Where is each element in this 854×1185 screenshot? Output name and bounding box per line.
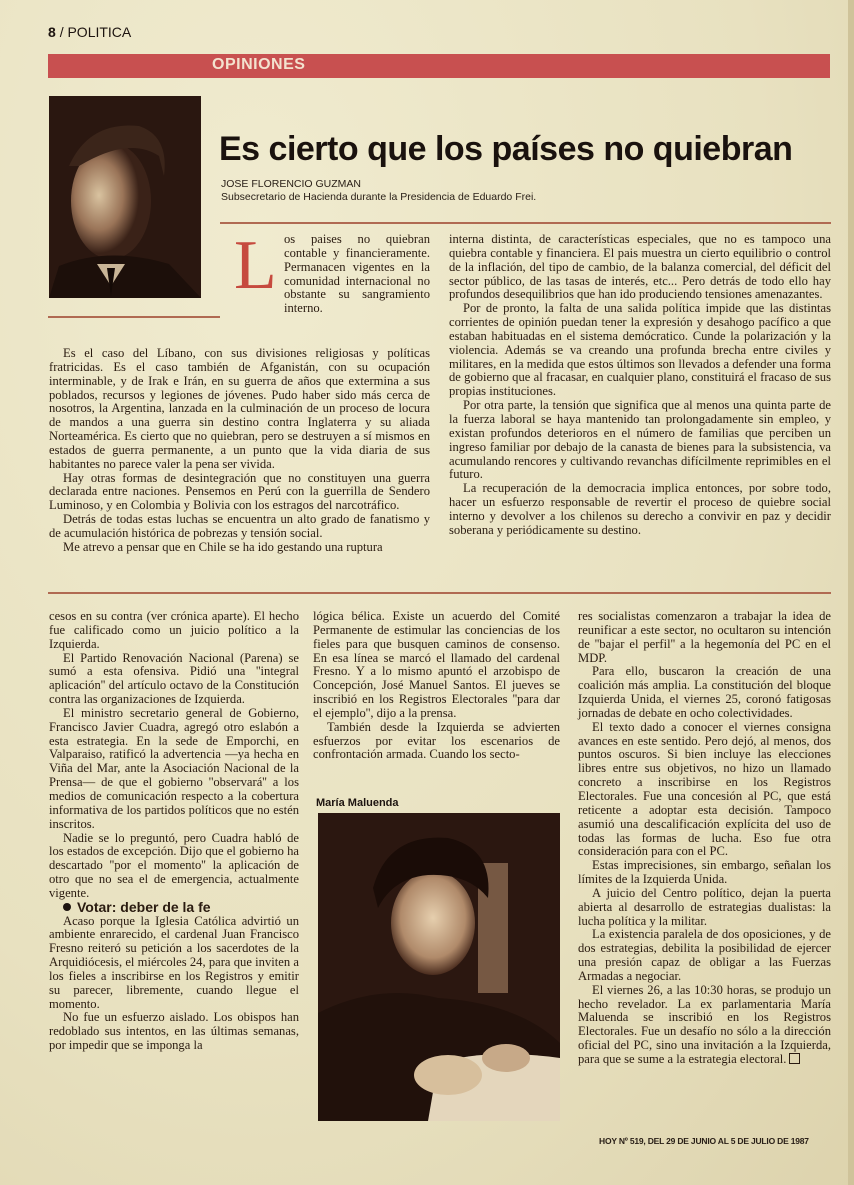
paragraph: Me atrevo a pensar que en Chile se ha ido gestando una ruptura [63, 539, 383, 554]
paragraph: La existencia paralela de dos oposiciones, y de dos estrategias, debilita la posibilidad de ejercer una presión capaz de obligar a las Fuerzas Armadas a negociar. [578, 927, 831, 983]
paragraph: No fue un esfuerzo aislado. Los obispos han redoblado sus intentos, en las últimas semanas, por impedir que se imponga la [49, 1010, 299, 1053]
page-number: 8 [48, 24, 56, 40]
paragraph: cesos en su contra (ver crónica aparte). El hecho fue calificado como un juicio político a la Izquierda. [49, 609, 299, 651]
paragraph: El texto dado a conocer el viernes consigna avances en este sentido. Pero dejó, al menos, dos puntos oscuros. Si bien incluye las elecciones libres entre sus objetivos, no hizo un llamado concreto a inscribirse en los Registros Electorales. Fue una concesión al PC, que está reticente a adoptar esta decisión. Tampoco asumió una descalificación explícita del uso de todas las formas de lucha. Eso fue otra consideración para con el PC. [578, 719, 831, 859]
paragraph: interna distinta, de características especiales, que no es tampoco una quiebra contable y financiera. El pais muestra un cierto equilibrio o control de la inflación, del tipo de cambio, de la balanza comercial, del déficit del sector público, de las tasas de interés, etc... Pero detrás de todo ello hay profundos desequilibrios que han ido produciendo tensiones amenazantes. [449, 232, 831, 302]
author-byline [221, 178, 536, 204]
subhead-text: Votar: deber de la fe [77, 898, 211, 915]
author-portrait [49, 96, 201, 298]
portrait-image [49, 96, 201, 298]
paragraph: La recuperación de la democracia implica entonces, por sobre todo, hacer un esfuerzo responsable de revertir el proceso de quiebre social interno y devolver a los chilenos su derecho a convivir en paz y decidir soberana y periódicamente su destino. [449, 481, 831, 537]
author-name: JOSE FLORENCIO GUZMAN [221, 178, 362, 190]
opinion-bottom-rule [48, 592, 831, 594]
paragraph: lógica bélica. Existe un acuerdo del Comité Permanente de estimular las conciencias de los fieles para que busquen caminos de consenso. En esa línea se marcó el llamado del cardenal Fresno. Y a lo mismo apuntó el arzobispo de Concepción, José Manuel Santos. El jueves se inscribió en los Registros Electorales ''para dar el ejemplo'', dijo a la prensa. [313, 609, 560, 720]
paragraph: El Partido Renovación Nacional (Parena) se sumó a esta ofensiva. Pidió una ''integral aplicación'' del artículo octavo de la Constitución contra las organizaciones de Izquierda. [49, 650, 299, 707]
section-name: / POLITICA [59, 24, 132, 40]
paragraph: Por de pronto, la falta de una salida política impide que las distintas corrientes de opinión puedan tener la expresión y desahogo pacífico a que estaban habituadas en el sistema demócratico. Cunde la polarización y la violencia. Además se va creando una profunda brecha entre civiles y militares, en la medida que estos últimos son llevados a defender una forma de gobierno que al fracasar, en cualquier plano, constituirá el fracaso de sus propias instituciones. [449, 301, 831, 399]
maluenda-photo [318, 813, 560, 1121]
portrait-rule [48, 316, 220, 318]
paragraph: Para ello, buscaron la creación de una coalición más amplia. La constitución del bloque Izquierda Unida, el viernes 25, coronó fatigosas jornadas de debate en ocho colectividades. [578, 664, 831, 720]
paragraph: Es el caso del Líbano, con sus divisiones religiosas y políticas fratricidas. Es el caso también de Afganistán, con su ocupación interminable, y de Irak e Irán, en su guerra de años que extermina a sus poblados, recursos y legiones de jóvenes. Pudo haber sido más cerca de nosotros, la Argentina, lanzada en la culminación de un proceso de locura de mandos a una guerra sin destino contra Inglaterra y su aliada Norteamérica. Es cierto que no quiebran, pero se destruyen a sí mismos en estados de guerra permanente, a un punto que la vida diaria de sus habitantes no parece valer la pena ser vivida. [49, 346, 430, 471]
story-column-2 [313, 610, 560, 762]
paragraph: Por otra parte, la tensión que significa que al menos una quinta parte de la fuerza laboral se haya mantenido tan prolongadamente sin empleo, y existan profundos deterioros en el número de familias que perciben un ingreso familiar por debajo de la canasta de bienes para la subsistencia, va acumulando rencores y cultivando revanchas difícilmente reprimibles en el futuro. [449, 398, 831, 482]
page-folio [48, 24, 131, 40]
bullet-icon [63, 903, 71, 911]
paragraph: También desde la Izquierda se advierten esfuerzos por evitar los escenarios de confrontación armada. Cuando los secto- [313, 719, 560, 762]
story-column-1 [49, 610, 299, 1053]
paragraph-text: El viernes 26, a las 10:30 horas, se produjo un hecho revelador. La ex parlamentaria María Maluenda se inscribió en los Registros Electorales. Fue un desafío no sólo a la dirección oficial del PC, sino una invitación a la Izquierda, para que se sume a la estrategia electoral. [578, 982, 831, 1066]
page-edge [848, 0, 854, 1185]
headline-rule [220, 222, 831, 224]
paragraph [578, 984, 831, 1067]
story-column-3 [578, 610, 831, 1067]
opinion-column-1 [49, 347, 430, 555]
paragraph: Nadie se lo preguntó, pero Cuadra habló de los estados de excepción. Dijo que el gobierno ha descartado ''por el momento'' la aplicación de otro que no sea el de emergencia, actualmente vigente. [49, 830, 299, 900]
opinion-headline: Es cierto que los países no quiebran [219, 130, 793, 168]
photo-caption: María Maluenda [316, 797, 399, 809]
drop-cap: L [234, 227, 277, 304]
section-banner [48, 54, 830, 78]
paragraph: A juicio del Centro político, dejan la puerta abierta al desarrollo de estrategias dualistas: la lucha política y la militar. [578, 885, 831, 928]
story-subhead [49, 898, 299, 915]
paragraph: El ministro secretario general de Gobierno, Francisco Javier Cuadra, agregó otro eslabón a esta estrategia. En la sede de Emporchi, en Valparaiso, ratificó la advertencia —ya hecha en Viña del Mar, ante la Asociación Nacional de la Prensa— de que el gobierno ''observará'' a los medios de comunicación respecto a la cobertura informativa de los partidos políticos que no estén inscritos. [49, 705, 299, 831]
photo-image [318, 813, 560, 1121]
opinion-intro [284, 233, 430, 316]
issue-footer: HOY Nº 519, DEL 29 DE JUNIO AL 5 DE JULIO DE 1987 [599, 1136, 809, 1146]
section-banner-label: OPINIONES [212, 56, 306, 73]
paragraph: Detrás de todas estas luchas se encuentra un alto grado de fanatismo y de acumulación histórica de pobrezas y tensión social. [49, 512, 430, 540]
paragraph: Acaso porque la Iglesia Católica advirtió un ambiente enrarecido, el cardenal Juan Francisco Fresno reiteró su petición a los sacerdotes de la Arquidiócesis, el miércoles 24, para que inviten a los fieles a inscribirse en los Registros y emitir su parecer, libremente, cuando llegue el momento. [49, 913, 299, 1011]
paragraph: Hay otras formas de desintegración que no constituyen una guerra declarada entre naciones. Pensemos en Perú con la guerrilla de Sendero Luminoso, y en Colombia y Bolivia con los estragos del narcotráfico. [49, 470, 430, 513]
author-title: Subsecretario de Hacienda durante la Presidencia de Eduardo Frei. [221, 191, 537, 203]
paragraph: os paises no quiebran contable y financieramente. Permanacen vigentes en la comunidad internacional no obstante su sangramiento interno. [284, 232, 430, 316]
end-mark-icon [789, 1053, 800, 1064]
paragraph: Estas imprecisiones, sin embargo, señalan los límites de la Izquierda Unida. [578, 858, 831, 887]
paragraph: res socialistas comenzaron a trabajar la idea de reunificar a este sector, no ocultaron su intención de ''bajar el perfil'' a la hegemonía del PC en el MDP. [578, 609, 831, 665]
opinion-column-2 [449, 233, 831, 538]
